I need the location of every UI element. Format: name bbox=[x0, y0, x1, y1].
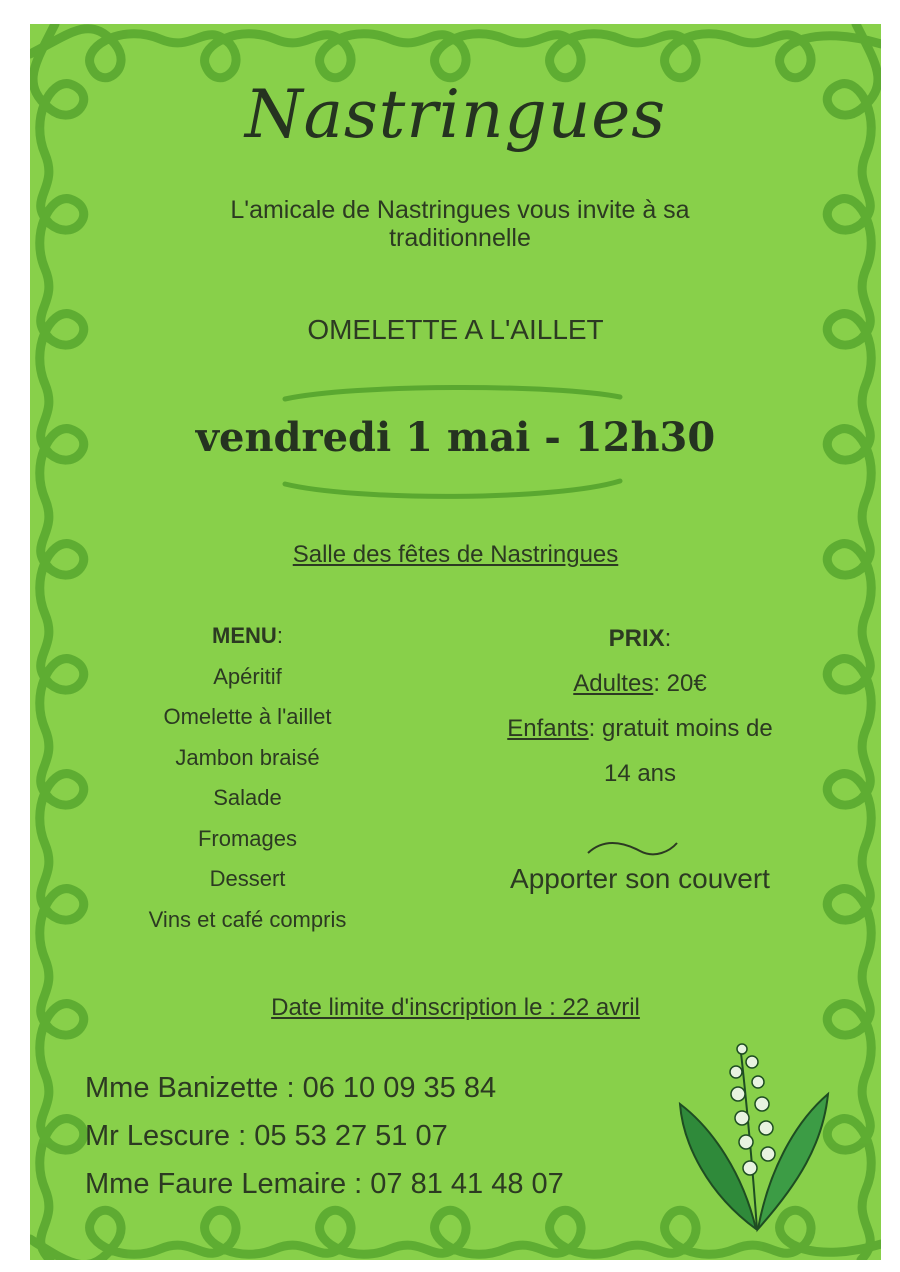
price-heading-label: PRIX bbox=[608, 625, 665, 652]
price-heading-colon: : bbox=[664, 625, 672, 652]
price-children-label: Enfants bbox=[507, 715, 589, 742]
menu-section bbox=[85, 616, 410, 940]
price-heading bbox=[470, 616, 810, 661]
invitation-text bbox=[150, 196, 770, 252]
flyer-title: Nastringues bbox=[244, 76, 667, 153]
contact-line: Mme Faure Lemaire : 07 81 41 48 07 bbox=[85, 1168, 564, 1200]
menu-heading bbox=[85, 616, 410, 657]
invitation-line-1: L'amicale de Nastringues vous invite à sa bbox=[230, 196, 690, 224]
event-date: vendredi 1 mai - 12h30 bbox=[195, 414, 716, 461]
menu-item: Jambon braisé bbox=[175, 744, 320, 770]
price-adults bbox=[470, 661, 810, 706]
price-children-value: : gratuit moins de bbox=[588, 715, 773, 742]
flyer-page bbox=[30, 24, 881, 1260]
menu-item: Dessert bbox=[209, 866, 286, 891]
menu-item: Apéritif bbox=[213, 663, 282, 689]
menu-item: Omelette à l'aillet bbox=[163, 704, 332, 729]
event-venue: Salle des fêtes de Nastringues bbox=[292, 541, 619, 568]
event-name: OMELETTE A L'AILLET bbox=[307, 314, 604, 345]
invitation-line-2: traditionnelle bbox=[389, 224, 531, 252]
menu-item: Vins et café compris bbox=[148, 906, 347, 932]
menu-item: Salade bbox=[213, 785, 282, 810]
lily-of-the-valley-illustration bbox=[678, 1034, 838, 1234]
menu-heading-colon: : bbox=[276, 623, 283, 648]
contact-line: Mr Lescure : 05 53 27 51 07 bbox=[85, 1120, 448, 1152]
tilde-flourish-decoration bbox=[585, 839, 680, 859]
price-section bbox=[470, 616, 810, 796]
price-children-age: 14 ans bbox=[603, 760, 677, 787]
price-children bbox=[470, 706, 810, 751]
contact-line: Mme Banizette : 06 10 09 35 84 bbox=[85, 1072, 497, 1104]
price-adults-value: : 20€ bbox=[653, 670, 707, 697]
menu-item: Fromages bbox=[197, 825, 298, 851]
bring-cutlery-note: Apporter son couvert bbox=[510, 863, 770, 894]
contacts-list bbox=[85, 1064, 564, 1208]
price-adults-label: Adultes bbox=[573, 670, 654, 697]
registration-deadline: Date limite d'inscription le : 22 avril bbox=[271, 994, 640, 1021]
menu-heading-label: MENU bbox=[212, 623, 277, 648]
